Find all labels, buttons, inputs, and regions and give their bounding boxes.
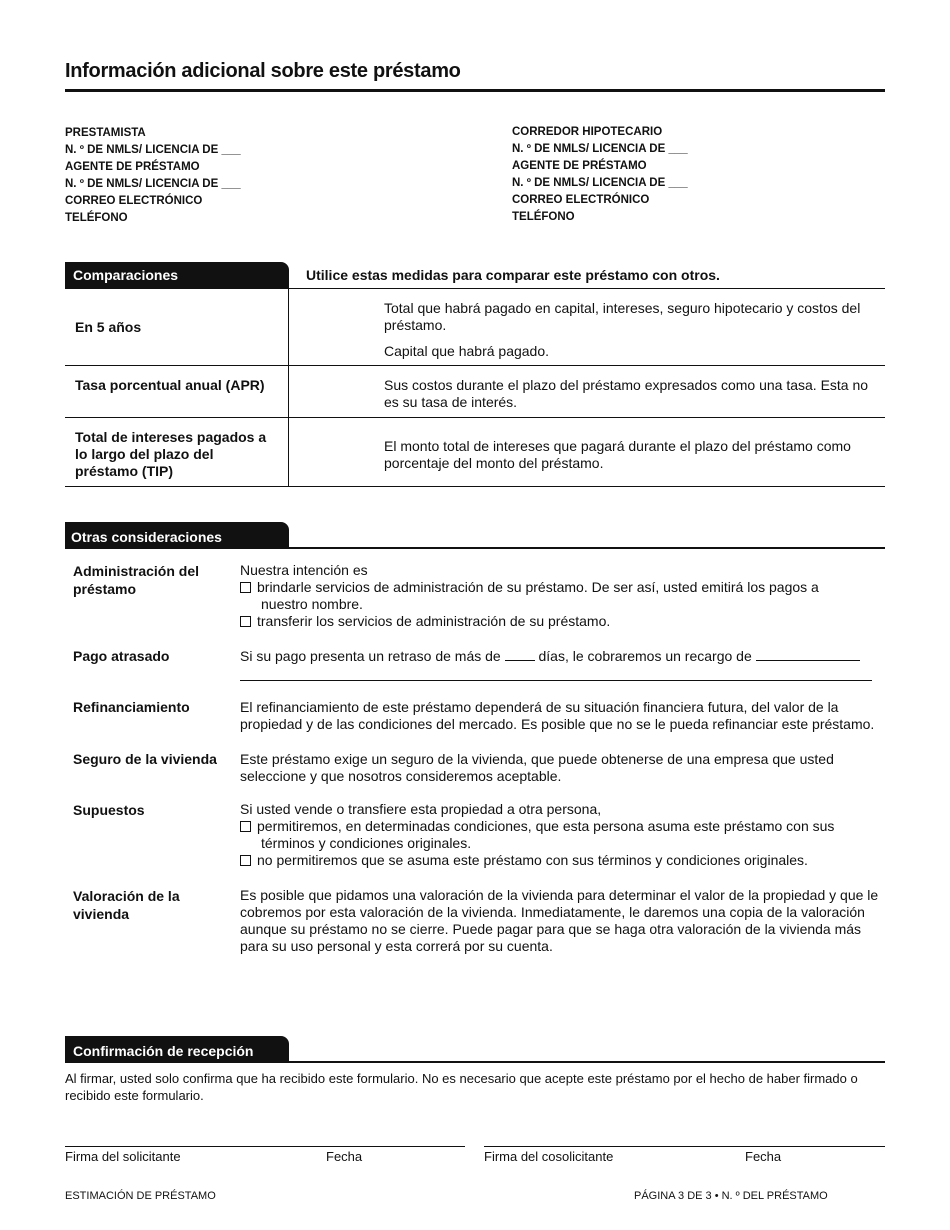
other-rule (65, 547, 885, 549)
cmp-desc-5yr: Total que habrá pagado en capital, intereses, seguro hipotecario y costos del préstamo. (384, 300, 861, 333)
lender-line: CORREO ELECTRÓNICO (65, 195, 203, 207)
confirm-tab: Confirmación de recepción (65, 1036, 289, 1063)
applicant-signature-label: Firma del solicitante (65, 1149, 181, 1164)
assumption-option-1-text: permitiremos, en determinadas condiciones, que esta persona asuma este préstamo con sus (257, 818, 835, 834)
lender-line: N. º DE NMLS/ LICENCIA DE ___ (65, 144, 241, 156)
coapplicant-signature-label: Firma del cosolicitante (484, 1149, 614, 1164)
lender-line: AGENTE DE PRÉSTAMO (65, 161, 200, 173)
comparisons-header: Utilice estas medidas para comparar este préstamo con otros. (306, 267, 720, 283)
confirm-rule (65, 1061, 885, 1063)
insurance-text: Este préstamo exige un seguro de la vivienda, que puede obtenerse de una empresa que usted seleccione y que nosotros consideremos aceptable. (240, 751, 834, 784)
late-label: Pago atrasado (73, 648, 170, 664)
late-text-b: días, le cobraremos un recargo de (538, 648, 752, 664)
late-days-blank[interactable] (505, 660, 535, 661)
row-rule (65, 417, 885, 418)
lender-line: TELÉFONO (65, 212, 128, 224)
applicant-date-label: Fecha (326, 1149, 363, 1164)
footer-right: PÁGINA 3 DE 3 • N. º DEL PRÉSTAMO (634, 1190, 828, 1202)
cmp-label-apr: Tasa porcentual anual (APR) (75, 377, 265, 393)
broker-line: AGENTE DE PRÉSTAMO (512, 160, 647, 172)
late-rule (240, 680, 872, 681)
footer-left: ESTIMACIÓN DE PRÉSTAMO (65, 1190, 216, 1202)
late-fee-blank[interactable] (756, 660, 860, 661)
coapplicant-date-label: Fecha (745, 1149, 782, 1164)
lender-line: PRESTAMISTA (65, 127, 146, 139)
cmp-label-tip: Total de intereses pagados a lo largo del plazo del préstamo (TIP) (75, 429, 267, 479)
servicing-text (240, 562, 890, 630)
cmp-desc-apr: Sus costos durante el plazo del préstamo expresados como una tasa. Esta no es su tasa de interés. (384, 377, 869, 410)
cmp-desc-5yr-principal: Capital que habrá pagado. (384, 343, 550, 359)
assumption-text (240, 801, 890, 869)
assumption-option-1-cont: términos y condiciones originales. (261, 835, 472, 851)
broker-info (512, 124, 688, 226)
broker-line: CORREDOR HIPOTECARIO (512, 126, 663, 138)
row-rule (65, 365, 885, 366)
coapplicant-signature-line[interactable] (484, 1146, 885, 1147)
assumption-option-2-text: no permitiremos que se asuma este préstamo con sus términos y condiciones originales. (257, 852, 808, 868)
servicing-option-2-text: transferir los servicios de administración de su préstamo. (257, 613, 611, 629)
servicing-option-1-text: brindarle servicios de administración de su préstamo. De ser así, usted emitirá los pagos a (257, 579, 819, 595)
servicing-intro: Nuestra intención es (240, 562, 368, 578)
appraisal-text: Es posible que pidamos una valoración de la vivienda para determinar el valor de la propiedad y que le cobremos por esta valoración de la vivienda. Inmediatamente, le daremos una copia de la valoración aunque su préstamo no se cierre. Puede pagar para que se haga otra valoración de la vivienda más para su uso personal y esta correrá por su cuenta. (240, 887, 879, 954)
refi-label: Refinanciamiento (73, 699, 190, 715)
broker-line: TELÉFONO (512, 211, 575, 223)
checkbox[interactable] (240, 582, 251, 593)
checkbox[interactable] (240, 821, 251, 832)
broker-line: N. º DE NMLS/ LICENCIA DE ___ (512, 143, 688, 155)
lender-info (65, 125, 241, 227)
late-text (240, 648, 890, 665)
servicing-option-2 (240, 613, 890, 630)
assumption-label: Supuestos (73, 802, 145, 818)
appraisal-label: Valoración de la vivienda (73, 888, 180, 922)
assumption-option-2 (240, 852, 890, 869)
comparisons-top-rule (65, 288, 885, 289)
applicant-signature-line[interactable] (65, 1146, 465, 1147)
servicing-option-1-cont: nuestro nombre. (261, 596, 363, 612)
assumption-intro: Si usted vende o transfiere esta propiedad a otra persona, (240, 801, 602, 817)
other-tab: Otras consideraciones (65, 522, 289, 549)
cmp-desc-tip: El monto total de intereses que pagará durante el plazo del préstamo como porcentaje del monto del préstamo. (384, 438, 851, 471)
comparisons-tab: Comparaciones (65, 262, 289, 289)
assumption-option-1 (240, 818, 890, 835)
lender-line: N. º DE NMLS/ LICENCIA DE ___ (65, 178, 241, 190)
insurance-label: Seguro de la vivienda (73, 751, 217, 767)
broker-line: N. º DE NMLS/ LICENCIA DE ___ (512, 177, 688, 189)
broker-line: CORREO ELECTRÓNICO (512, 194, 650, 206)
checkbox[interactable] (240, 855, 251, 866)
title-rule (65, 89, 885, 92)
servicing-option-1 (240, 579, 890, 596)
servicing-label: Administración del préstamo (73, 563, 200, 597)
confirm-text: Al firmar, usted solo confirma que ha recibido este formulario. No es necesario que acepte este préstamo por el hecho de haber firmado o recibido este formulario. (65, 1071, 858, 1103)
comparisons-divider (288, 289, 289, 487)
cmp-label-5yr: En 5 años (75, 319, 142, 335)
checkbox[interactable] (240, 616, 251, 627)
page-title: Información adicional sobre este préstamo (65, 60, 461, 82)
refi-text: El refinanciamiento de este préstamo dependerá de su situación financiera futura, del valor de la propiedad y de las condiciones del mercado. Es posible que no se le pueda refinanciar este préstamo. (240, 699, 875, 732)
late-text-a: Si su pago presenta un retraso de más de (240, 648, 501, 664)
row-rule (65, 486, 885, 487)
